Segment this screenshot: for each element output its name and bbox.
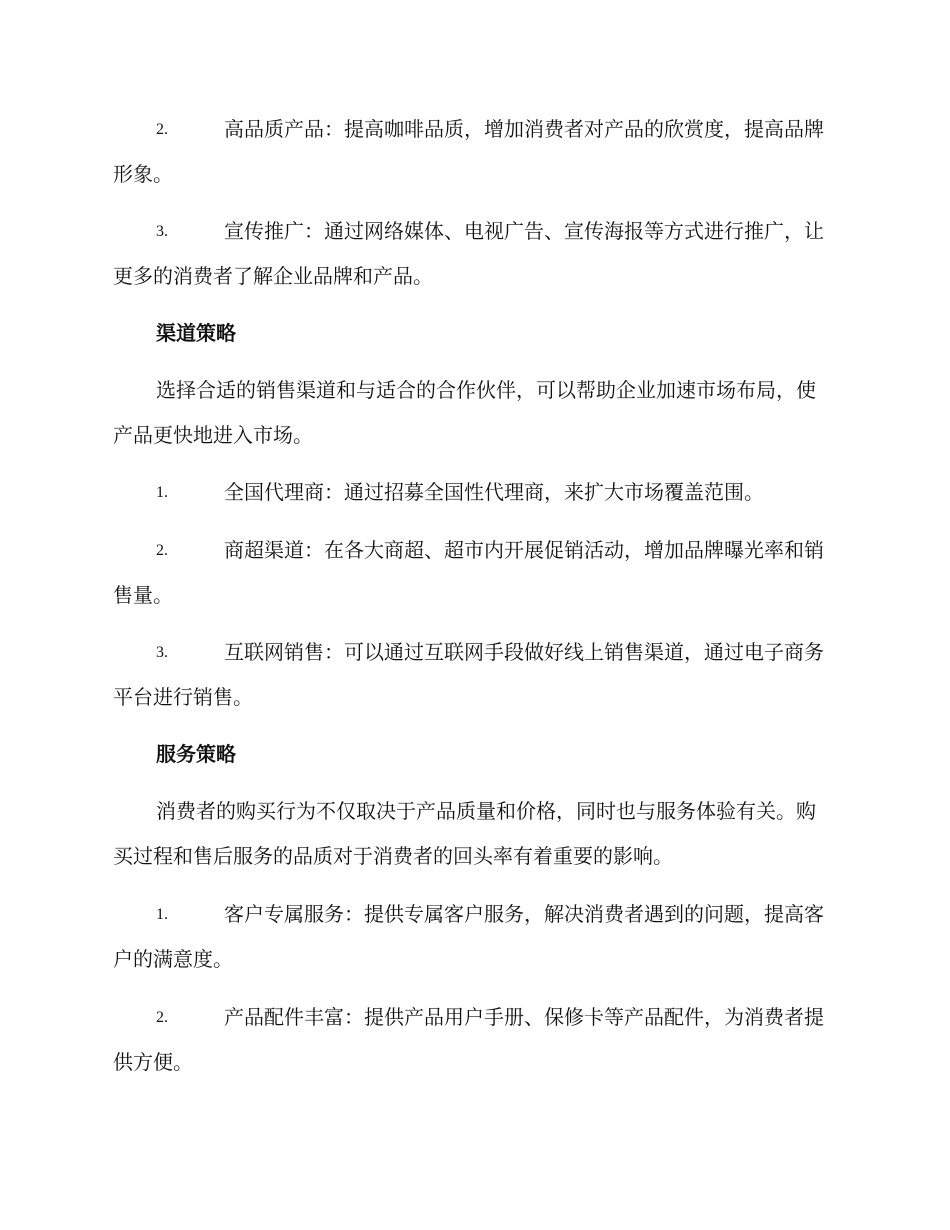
list-number: 2.	[156, 542, 168, 559]
list-text: 高品质产品：提高咖啡品质，增加消费者对产品的欣赏度，提高品牌形象。	[113, 117, 824, 186]
list-number: 1.	[156, 484, 168, 501]
service-intro-text: 消费者的购买行为不仅取决于产品质量和价格，同时也与服务体验有关。购买过程和售后服务的品质对于消费者的回头率有着重要的影响。	[113, 799, 816, 868]
list-text: 客户专属服务：提供专属客户服务，解决消费者遇到的问题，提高客户的满意度。	[113, 902, 824, 971]
list-number: 3.	[156, 644, 168, 661]
channel-intro	[113, 368, 835, 458]
list-item	[113, 995, 835, 1085]
list-number: 2.	[156, 121, 168, 138]
list-text: 产品配件丰富：提供产品用户手册、保修卡等产品配件，为消费者提供方便。	[113, 1005, 824, 1074]
list-item	[113, 630, 835, 720]
list-item	[113, 528, 835, 618]
channel-heading: 渠道策略	[156, 321, 236, 345]
list-text: 互联网销售：可以通过互联网手段做好线上销售渠道，通过电子商务平台进行销售。	[113, 640, 824, 709]
channel-intro-text: 选择合适的销售渠道和与适合的合作伙伴，可以帮助企业加速市场布局，使产品更快地进入市场。	[113, 378, 816, 447]
service-intro	[113, 789, 835, 879]
list-number: 3.	[156, 223, 168, 240]
list-number: 1.	[156, 906, 168, 923]
list-item	[113, 209, 835, 299]
service-heading: 服务策略	[156, 742, 236, 766]
list-text: 全国代理商：通过招募全国性代理商，来扩大市场覆盖范围。	[224, 480, 764, 504]
list-item	[113, 470, 835, 515]
list-text: 商超渠道：在各大商超、超市内开展促销活动，增加品牌曝光率和销售量。	[113, 538, 824, 607]
list-number: 2.	[156, 1009, 168, 1026]
list-item	[113, 892, 835, 982]
list-text: 宣传推广：通过网络媒体、电视广告、宣传海报等方式进行推广，让更多的消费者了解企业品牌和产品。	[113, 219, 824, 288]
list-item	[113, 107, 835, 197]
